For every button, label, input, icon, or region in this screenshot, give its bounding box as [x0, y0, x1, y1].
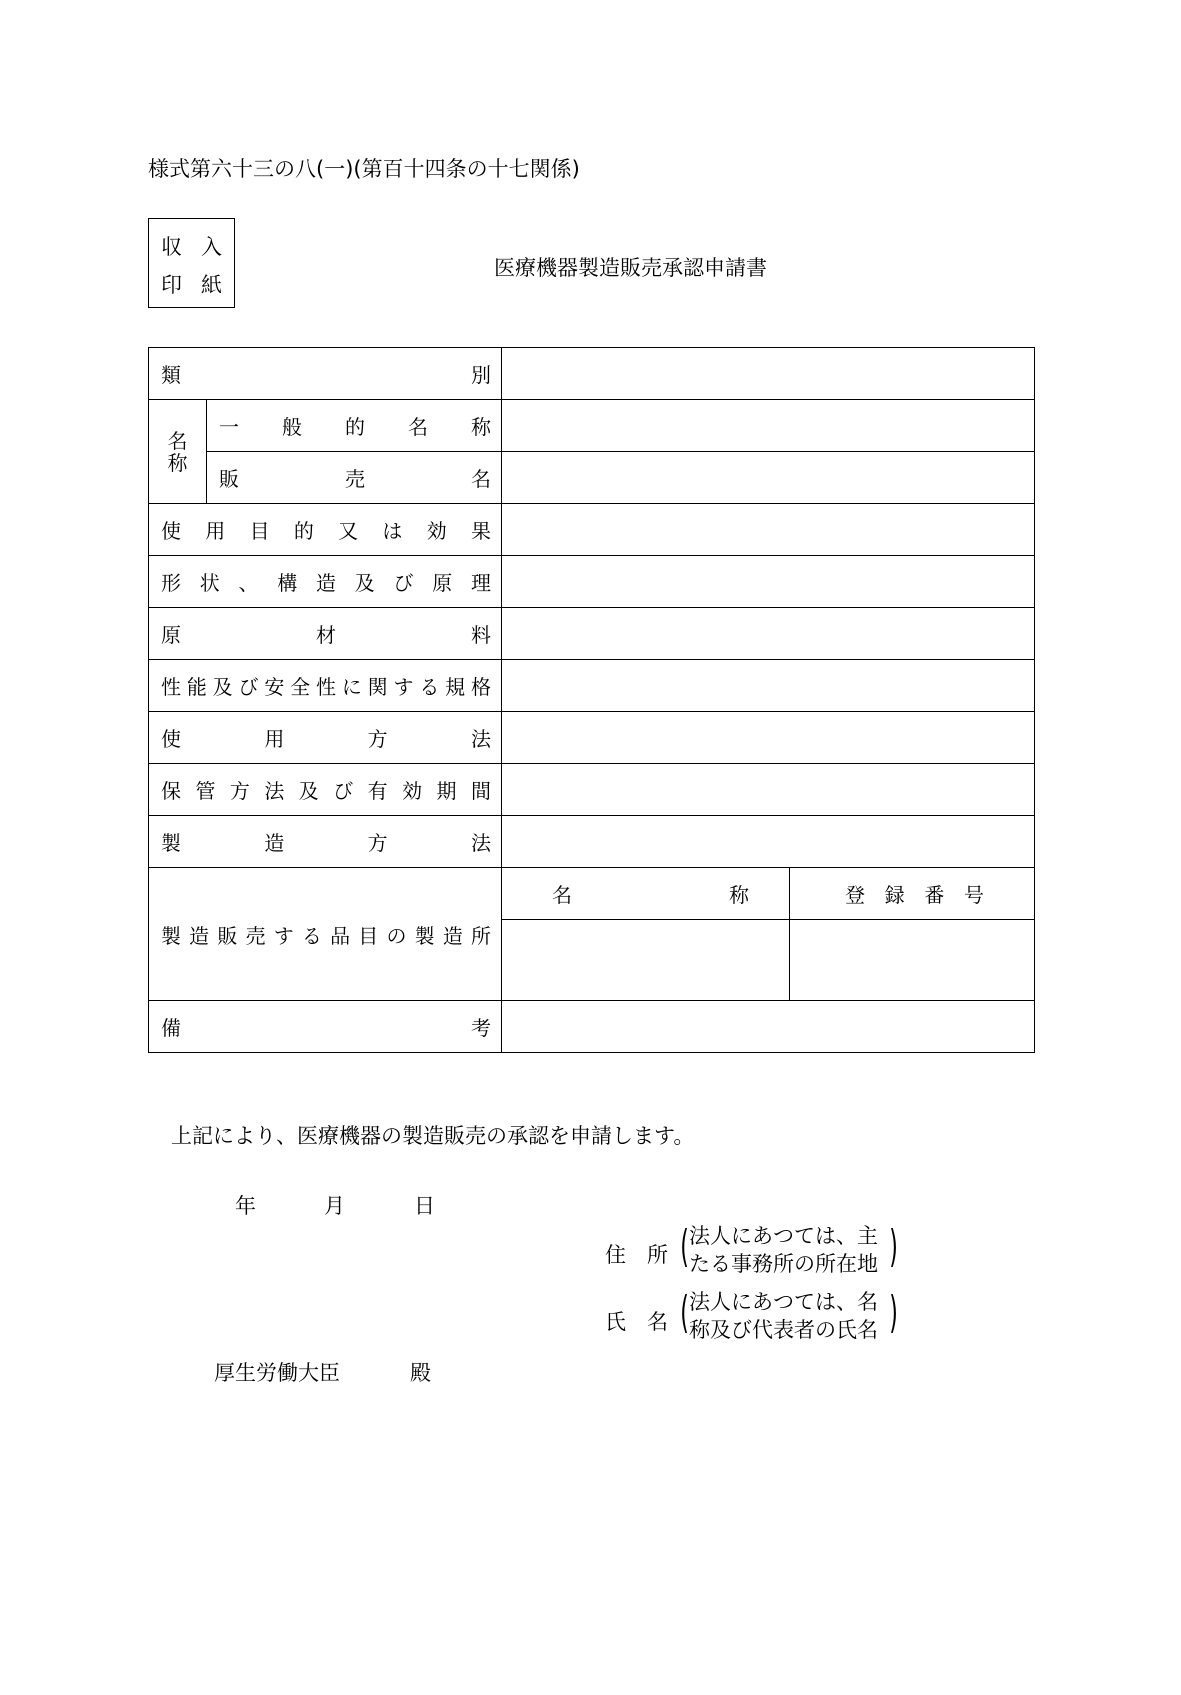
address-note: ( 法人にあつては、主 たる事務所の所在地 ) [680, 1221, 898, 1276]
table-row [149, 816, 1035, 868]
application-table [148, 347, 1035, 1053]
table-row [149, 608, 1035, 660]
stamp-char: 入 [201, 235, 222, 259]
table-row [149, 660, 1035, 712]
statement: 上記により、医療機器の製造販売の承認を申請します。 [171, 1124, 695, 1148]
stamp-char: 紙 [201, 273, 222, 297]
row-label: 使用目的又は効果 [149, 504, 502, 556]
value-site-name[interactable] [502, 920, 790, 1001]
row-value[interactable] [502, 712, 1035, 764]
row-value[interactable] [502, 816, 1035, 868]
stamp-char: 印 [161, 273, 182, 297]
row-value[interactable] [502, 764, 1035, 816]
form-number: 様式第六十三の八(一)(第百十四条の十七関係) [148, 157, 580, 181]
table-row [149, 868, 1035, 920]
date-year: 年 [235, 1194, 256, 1218]
date-month: 月 [324, 1194, 345, 1218]
row-value[interactable] [502, 660, 1035, 712]
value-registration-number[interactable] [790, 920, 1035, 1001]
row-label: 性能及び安全性に関する規格 [149, 660, 502, 712]
table-row [149, 452, 1035, 504]
addressee-minister: 厚生労働大臣 [214, 1361, 340, 1385]
table-row [149, 1001, 1035, 1053]
header-registration-number: 登録番号 [790, 868, 1035, 920]
row-value[interactable] [502, 556, 1035, 608]
table-row [149, 764, 1035, 816]
row-value[interactable] [502, 608, 1035, 660]
document-title: 医療機器製造販売承認申請書 [494, 256, 767, 280]
value-general-name[interactable] [502, 400, 1035, 452]
table-row [149, 504, 1035, 556]
value-sales-name[interactable] [502, 452, 1035, 504]
table-row [149, 556, 1035, 608]
header-site-name: 名称 [502, 868, 790, 920]
row-label: 使用方法 [149, 712, 502, 764]
row-label: 形状、構造及び原理 [149, 556, 502, 608]
stamp-char: 収 [161, 235, 182, 259]
name-label: 氏 名 [605, 1310, 668, 1334]
date-day: 日 [414, 1194, 435, 1218]
value-remarks[interactable] [502, 1001, 1035, 1053]
table-row [149, 712, 1035, 764]
revenue-stamp-box [148, 218, 235, 308]
name-note: ( 法人にあつては、名 称及び代表者の氏名 ) [680, 1287, 898, 1342]
row-label: 原材料 [149, 608, 502, 660]
table-row [149, 348, 1035, 400]
table-row [149, 400, 1035, 452]
label-manufacturing-site: 製造販売する品目の製造所 [149, 868, 502, 1001]
value-category[interactable] [502, 348, 1035, 400]
address-label: 住 所 [605, 1243, 668, 1267]
label-name-group: 名称 [149, 400, 207, 504]
row-value[interactable] [502, 504, 1035, 556]
label-category: 類別 [149, 348, 502, 400]
row-label: 製造方法 [149, 816, 502, 868]
label-remarks: 備考 [149, 1001, 502, 1053]
row-label: 保管方法及び有効期間 [149, 764, 502, 816]
addressee-honorific: 殿 [410, 1361, 431, 1385]
label-general-name: 一般的名称 [207, 400, 502, 452]
label-sales-name: 販売名 [207, 452, 502, 504]
